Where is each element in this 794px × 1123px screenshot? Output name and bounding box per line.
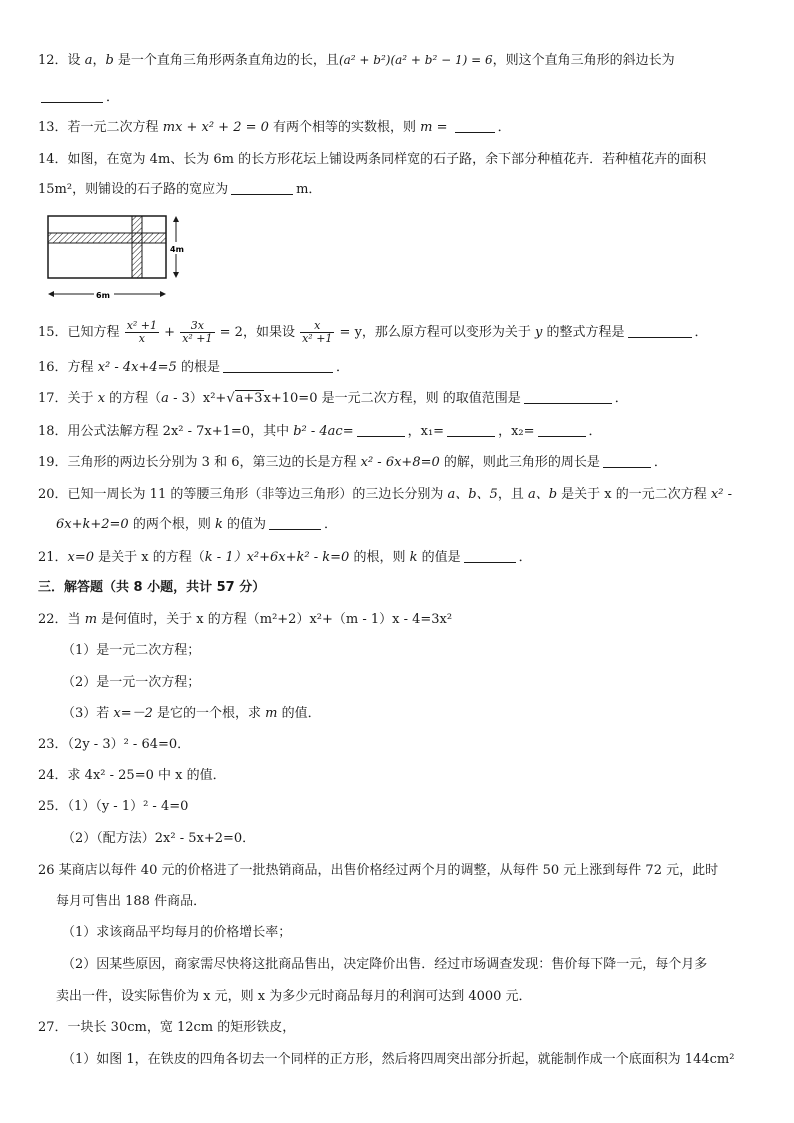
- q20-k: k: [214, 517, 223, 532]
- q22-p3-a: （3）若: [62, 706, 114, 721]
- q21-x0: x=0: [67, 550, 95, 565]
- q21-text-c: 的根，则: [349, 550, 410, 565]
- q22-p3-x: x=－2: [113, 706, 153, 721]
- q15-plus: +: [160, 325, 180, 340]
- q22-part-2: （2）是一元一次方程；: [62, 675, 201, 690]
- q21-equation: k - 1）x²+6x+k² - k=0: [204, 550, 350, 565]
- question-14: [38, 150, 764, 170]
- q13-end: ．: [497, 120, 511, 135]
- q15-text-d: 的整式方程是: [542, 325, 625, 340]
- q21-end: ．: [518, 550, 532, 565]
- q13-text-c: =: [432, 120, 452, 135]
- question-16: [38, 358, 764, 378]
- question-15: [38, 318, 764, 348]
- q17-text-c: 的取值范围是: [442, 391, 521, 406]
- question-18: [38, 422, 764, 442]
- height-arrow-down-icon: [173, 272, 179, 278]
- width-label: 6m: [96, 291, 110, 300]
- question-13: [38, 118, 764, 138]
- q12-text-b: ，: [92, 53, 106, 68]
- q18-text-a: 18．用公式法解方程 2x² - 7x+1=0，其中: [38, 424, 294, 439]
- q26-part-2: （2）因某些原因，商家需尽快将这批商品售出，决定降价出售．经过市场调查发现：售价每下降一元，每个月多: [62, 957, 708, 972]
- q13-answer-blank[interactable]: [455, 119, 495, 133]
- question-24: 24．求 4x² - 25=0 中 x 的值．: [38, 768, 226, 783]
- q21-k: k: [409, 550, 418, 565]
- q12-equation: (a² + b²)(a² + b² − 1) = 6: [338, 53, 493, 67]
- q19-equation: x² - 6x+8=0: [360, 455, 440, 470]
- height-arrow-up-icon: [173, 216, 179, 222]
- question-27: 27．一块长 30cm，宽 12cm 的矩形铁皮，: [38, 1020, 296, 1035]
- q22-text-a: 22．当: [38, 612, 85, 627]
- q19-text-b: 的解，则此三角形的周长是: [439, 455, 600, 470]
- q13-equation: mx + x² + 2 = 0: [162, 120, 269, 135]
- q19-answer-blank[interactable]: [603, 454, 651, 468]
- question-20: [38, 485, 764, 505]
- q20-text-c: 是关于 x 的一元二次方程: [557, 487, 711, 502]
- question-12-answer: [38, 88, 764, 108]
- q21-num: 21．: [38, 550, 68, 565]
- q20-answer-blank[interactable]: [269, 516, 321, 530]
- q17-eq2: - 3）x²+: [168, 391, 227, 406]
- q18-end: ．: [588, 424, 602, 439]
- q12-answer-blank[interactable]: [41, 89, 103, 103]
- width-arrow-left-icon: [48, 291, 54, 297]
- q25-part-2: （2）（配方法）2x² - 5x+2=0．: [62, 831, 256, 846]
- q21-text-b: 是关于 x 的方程（: [94, 550, 205, 565]
- q21-answer-blank[interactable]: [464, 549, 516, 563]
- garden-figure: [44, 212, 194, 304]
- q18-eq-sign: =: [342, 424, 354, 439]
- q15-y: y: [535, 325, 543, 340]
- q19-end: ．: [653, 455, 667, 470]
- question-20-line2: [56, 515, 764, 535]
- question-12: 12．设 a，b 是一个直角三角形两条直角边的长，且(a² + b²)(a² + b² − 1) = 6，则这个直角三角形的斜边长为: [38, 53, 675, 68]
- q26-part-2-line-2: 卖出一件，设实际售价为 x 元，则 x 为多少元时商品每月的利润可达到 4000 元．: [56, 989, 532, 1004]
- q20-text-b: ，且: [497, 487, 528, 502]
- q13-text-b: 有两个相等的实数根，则: [268, 120, 421, 135]
- q20-equation-start: x² -: [710, 487, 732, 502]
- q27-part-1: （1）如图 1，在铁皮的四角各切去一个同样的正方形，然后将四周突出部分折起，就能制作成一个底面积为 144cm²: [62, 1052, 735, 1067]
- q16-text-b: 的根是: [176, 360, 220, 375]
- q13-text-a: 13．若一元二次方程: [38, 120, 163, 135]
- q16-equation: x² - 4x+4=5: [97, 360, 177, 375]
- question-22: [38, 610, 764, 630]
- q15-fraction-2: $\frac{3x}{\text{x² +1}}$: [182, 319, 213, 345]
- q14-answer-blank[interactable]: [231, 181, 293, 195]
- q22-m: m: [84, 612, 98, 627]
- q17-text-b: 的方程（: [105, 391, 162, 406]
- q18-x2-label: ，x₂=: [498, 424, 535, 439]
- q12-text-a: 12．设: [38, 53, 85, 68]
- q17-sqrt: a+3: [235, 391, 263, 406]
- q17-end: ．: [614, 391, 628, 406]
- q20-vars: a、b、5: [447, 487, 498, 502]
- width-arrow-right-icon: [160, 291, 166, 297]
- question-17: 17．关于 x 的方程（a - 3）x²+√a+3x+10=0 是一元二次方程，则 的取值范围是 ．: [38, 391, 628, 406]
- q15-end: ．: [694, 325, 708, 340]
- q22-text-b: 是何值时，关于 x 的方程（m²+2）x²+（m - 1）x - 4=3x²: [97, 612, 453, 627]
- q20-end: ．: [324, 517, 338, 532]
- q18-discriminant: b² - 4ac: [293, 424, 343, 439]
- garden-rectangle: [48, 216, 166, 278]
- height-label: 4m: [170, 245, 184, 254]
- q15-text-a: 15．已知方程: [38, 325, 124, 340]
- q20-text-a: 20．已知一周长为 11 的等腰三角形（非等边三角形）的三边长分别为: [38, 487, 448, 502]
- question-25: 25．（1）（y - 1）² - 4=0: [38, 799, 189, 814]
- q22-p3-m: m: [265, 706, 278, 721]
- q17-eq3: x+10=0 是一元二次方程，则: [263, 391, 443, 406]
- question-26: 26 某商店以每件 40 元的价格进了一批热销商品，出售价格经过两个月的调整，从每件 50 元上涨到每件 72 元，此时: [38, 863, 719, 878]
- q15-text-c: = y，那么原方程可以变形为关于: [335, 325, 536, 340]
- q22-p3-c: 的值．: [277, 706, 321, 721]
- q16-text-a: 16．方程: [38, 360, 98, 375]
- q12-text-c: 是一个直角三角形两条直角边的长，且: [113, 53, 339, 68]
- q22-p3-b: 是它的一个根，求: [152, 706, 266, 721]
- horizontal-path: [48, 233, 166, 243]
- q20-text-e: 的值为: [222, 517, 266, 532]
- section-3-heading: 三．解答题（共 8 小题，共计 57 分）: [38, 580, 266, 595]
- vertical-path: [132, 216, 142, 278]
- q12-text-d: ，则这个直角三角形的斜边长为: [492, 53, 675, 68]
- q17-text-a: 17．关于: [38, 391, 98, 406]
- question-23: 23．（2y - 3）² - 64=0．: [38, 737, 191, 752]
- q12-end: ．: [106, 90, 120, 105]
- q15-fraction-3: $\frac{x}{\text{x² +1}}$: [302, 319, 333, 345]
- question-19: [38, 453, 764, 473]
- q18-x1-blank[interactable]: [447, 423, 495, 437]
- q22-part-3: [62, 704, 764, 724]
- q18-x2-blank[interactable]: [538, 423, 586, 437]
- q17-x: x: [97, 391, 106, 406]
- q20-text-d: 的两个根，则: [128, 517, 215, 532]
- q18-x1-label: ，x₁=: [407, 424, 445, 439]
- q15-answer-blank[interactable]: [628, 324, 692, 338]
- question-21: [38, 548, 764, 568]
- q18-discriminant-blank[interactable]: [357, 423, 405, 437]
- q17-a: a: [161, 391, 169, 406]
- q20-equation-end: 6x+k+2=0: [56, 517, 129, 532]
- q13-m: m: [420, 120, 433, 135]
- q21-text-d: 的值是: [417, 550, 461, 565]
- q15-fraction-1: $\frac{\text{x² +1}}{x}$: [126, 319, 158, 345]
- q14-text-a: 14．如图，在宽为 4m、长为 6m 的长方形花坛上铺设两条同样宽的石子路，余下部分种植花卉．若种植花卉的面积: [38, 152, 707, 167]
- q16-end: ．: [335, 360, 349, 375]
- q22-part-1: （1）是一元二次方程；: [62, 643, 201, 658]
- question-14-line2: [38, 180, 764, 200]
- q26-part-1: （1）求该商品平均每月的价格增长率；: [62, 925, 292, 940]
- q16-answer-blank[interactable]: [223, 359, 333, 373]
- q17-answer-blank[interactable]: [524, 390, 612, 404]
- q26-line-2: 每月可售出 188 件商品．: [56, 894, 207, 909]
- q19-text-a: 19．三角形的两边长分别为 3 和 6，第三边的长是方程: [38, 455, 361, 470]
- q14-text-b: 15m²，则铺设的石子路的宽应为: [38, 182, 229, 197]
- q14-end: m．: [296, 182, 322, 197]
- q15-text-b: = 2，如果设: [215, 325, 300, 340]
- q20-vars2: a、b: [527, 487, 558, 502]
